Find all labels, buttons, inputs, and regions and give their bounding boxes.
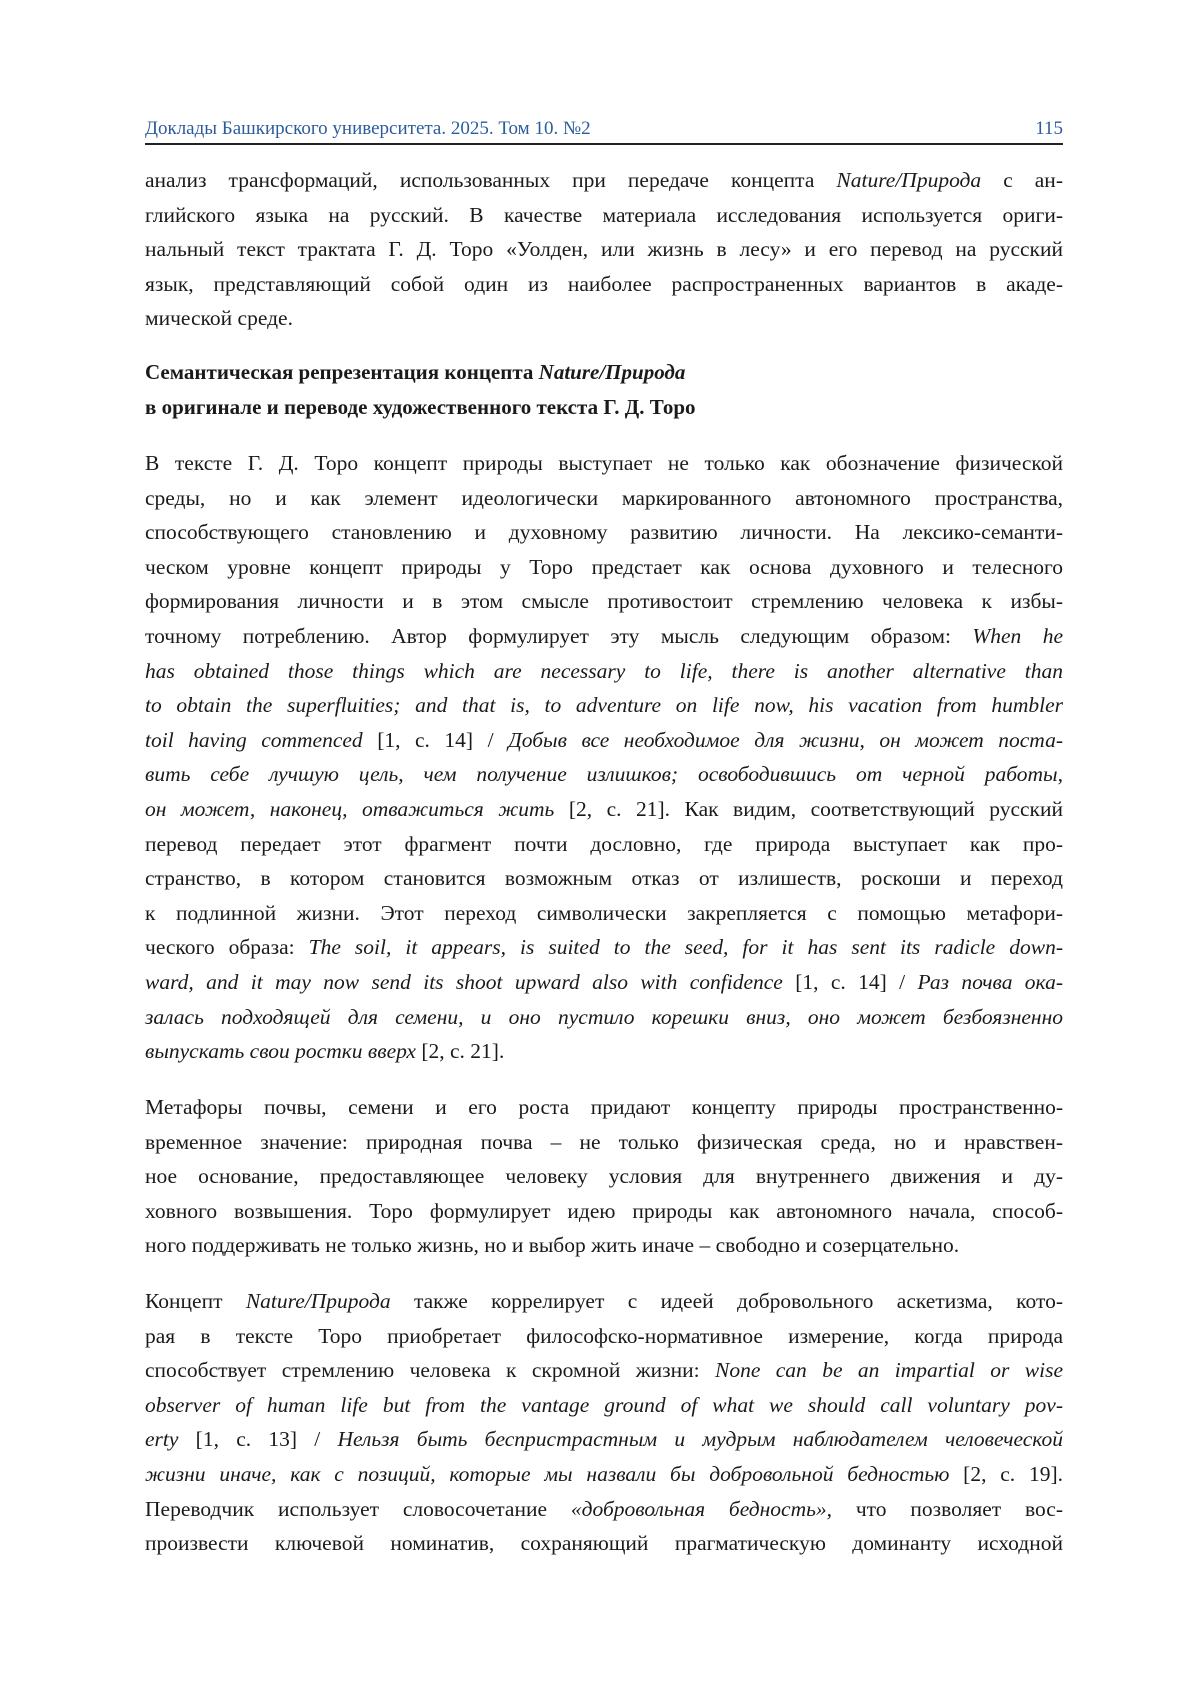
text-run: перевод передает этот фрагмент почти дословно, где природа выступает как про- <box>145 832 1063 856</box>
text-line <box>145 232 1063 267</box>
italic-text: Нельзя быть беспристрастным и мудрым наблюдателем человеческой <box>337 1427 1063 1451</box>
text-line <box>145 1228 1063 1263</box>
text-line <box>145 163 1063 198</box>
text-run: ческом уровне концепт природы у Торо предстает как основа духовного и телесного <box>145 555 1063 579</box>
running-header <box>145 116 1063 142</box>
italic-text: When he <box>972 624 1063 648</box>
text-line <box>145 619 1063 654</box>
header-rule <box>145 143 1063 145</box>
text-run: ческого образа: <box>145 935 309 959</box>
text-run: способствует стремлению человека к скромной жизни: <box>145 1358 715 1382</box>
text-line <box>145 688 1063 723</box>
italic-text: залась подходящей для семени, и оно пустило корешки вниз, оно может безбоязненно <box>145 1005 1063 1029</box>
text-line <box>145 355 1063 390</box>
page-number: 115 <box>1035 118 1063 140</box>
text-run: мической среде. <box>145 306 293 330</box>
text-run: что позволяет вос- <box>832 1497 1063 1521</box>
text-run: [1, с. 14] / <box>363 728 508 752</box>
text-run: среды, но и как элемент идеологически маркированного автономного пространства, <box>145 486 1063 510</box>
text-line <box>145 1526 1063 1561</box>
text-line <box>145 446 1063 481</box>
paragraph-nature-concept <box>145 446 1063 1069</box>
text-line <box>145 1284 1063 1319</box>
text-line <box>145 198 1063 233</box>
text-run: произвести ключевой номинатив, сохраняющий прагматическую доминанту исходной <box>145 1531 1063 1555</box>
italic-text: to obtain the superfluities; and that is, to adventure on life now, his vacation from humbler <box>145 693 1063 717</box>
text-line <box>145 965 1063 1000</box>
italic-text: The soil, it appears, is suited to the seed, for it has sent its radicle down- <box>309 935 1063 959</box>
text-line <box>145 515 1063 550</box>
text-line <box>145 1353 1063 1388</box>
italic-text: erty <box>145 1427 178 1451</box>
text-line <box>145 301 1063 336</box>
italic-text: Nature/Природа <box>539 360 686 384</box>
text-run: [2, с. 19]. <box>949 1462 1063 1486</box>
italic-text: toil having commenced <box>145 728 363 752</box>
text-run: анализ трансформаций, использованных при передаче концепта <box>145 168 836 192</box>
text-run: способствующего становлению и духовному развитию личности. На лексико-семанти- <box>145 520 1063 544</box>
italic-text: observer of human life but from the vantage ground of what we should call voluntary pov- <box>145 1393 1063 1417</box>
text-run: [2, с. 21]. Как видим, соответствующий русский <box>554 797 1063 821</box>
italic-text: Nature/Природа <box>246 1289 391 1313</box>
text-run: с ан- <box>981 168 1063 192</box>
text-run: Семантическая репрезентация концепта <box>145 360 539 384</box>
text-line <box>145 584 1063 619</box>
italic-text: «добровольная бедность», <box>571 1497 832 1521</box>
text-line <box>145 1319 1063 1354</box>
text-run: [1, с. 13] / <box>178 1427 337 1451</box>
text-line <box>145 1090 1063 1125</box>
italic-text: Добыв все необходимое для жизни, он может поста- <box>508 728 1063 752</box>
italic-text: Nature/Природа <box>836 168 981 192</box>
text-line <box>145 1194 1063 1229</box>
text-run: Переводчик использует словосочетание <box>145 1497 571 1521</box>
text-run: ховного возвышения. Торо формулирует идею природы как автономного начала, способ- <box>145 1199 1063 1223</box>
italic-text: ward, and it may now send its shoot upward also with confidence <box>145 970 783 994</box>
text-line <box>145 896 1063 931</box>
text-line <box>145 1000 1063 1035</box>
text-run: язык, представляющий собой один из наиболее распространенных вариантов в акаде- <box>145 272 1063 296</box>
paragraph-asceticism <box>145 1284 1063 1561</box>
text-line <box>145 861 1063 896</box>
italic-text: выпускать свои ростки вверх <box>145 1039 416 1063</box>
text-line <box>145 723 1063 758</box>
text-run: глийского языка на русский. В качестве материала исследования используется ориги- <box>145 203 1063 227</box>
text-run: В тексте Г. Д. Торо концепт природы выступает не только как обозначение физической <box>145 451 1063 475</box>
text-run: странство, в котором становится возможным отказ от излишеств, роскоши и переход <box>145 866 1063 890</box>
text-run: Концепт <box>145 1289 246 1313</box>
text-line <box>145 1034 1063 1069</box>
text-line <box>145 827 1063 862</box>
text-run: [1, с. 14] / <box>783 970 918 994</box>
italic-text: None can be an impartial or wise <box>715 1358 1063 1382</box>
text-line <box>145 390 1063 425</box>
text-line <box>145 654 1063 689</box>
text-run: ное основание, предоставляющее человеку условия для внутреннего движения и ду- <box>145 1164 1063 1188</box>
text-run: также коррелирует с идеей добровольного аскетизма, кото- <box>391 1289 1063 1313</box>
italic-text: Раз почва ока- <box>918 970 1064 994</box>
text-line <box>145 1457 1063 1492</box>
text-run: ного поддерживать не только жизнь, но и выбор жить иначе – свободно и созерцательно. <box>145 1233 959 1257</box>
text-run: [2, с. 21]. <box>416 1039 504 1063</box>
text-line <box>145 481 1063 516</box>
text-line <box>145 550 1063 585</box>
text-line <box>145 930 1063 965</box>
text-line <box>145 1492 1063 1527</box>
paragraph-metaphors <box>145 1090 1063 1263</box>
text-line <box>145 757 1063 792</box>
text-line <box>145 792 1063 827</box>
journal-title: Доклады Башкирского университета. 2025. Том 10. №2 <box>145 118 591 140</box>
italic-text: has obtained those things which are necessary to life, there is another alternative than <box>145 659 1063 683</box>
italic-text: жизни иначе, как с позиций, которые мы назвали бы добровольной бедностью <box>145 1462 949 1486</box>
text-run: Метафоры почвы, семени и его роста придают концепту природы пространственно- <box>145 1095 1063 1119</box>
text-run: к подлинной жизни. Этот переход символически закрепляется с помощью метафори- <box>145 901 1063 925</box>
text-run: нальный текст трактата Г. Д. Торо «Уолден, или жизнь в лесу» и его перевод на русский <box>145 237 1063 261</box>
text-line <box>145 1159 1063 1194</box>
text-line <box>145 1422 1063 1457</box>
text-run: в оригинале и переводе художественного текста Г. Д. Торо <box>145 395 696 419</box>
text-line <box>145 1125 1063 1160</box>
section-heading <box>145 355 1063 424</box>
paragraph-intro <box>145 163 1063 336</box>
text-line <box>145 1388 1063 1423</box>
italic-text: он может, наконец, отважиться жить <box>145 797 554 821</box>
text-run: временное значение: природная почва – не только физическая среда, но и нравствен- <box>145 1130 1063 1154</box>
text-run: точному потреблению. Автор формулирует эту мысль следующим образом: <box>145 624 972 648</box>
italic-text: вить себе лучшую цель, чем получение излишков; освободившись от черной работы, <box>145 762 1063 786</box>
text-run: формирования личности и в этом смысле противостоит стремлению человека к избы- <box>145 589 1063 613</box>
text-line <box>145 267 1063 302</box>
text-run: рая в тексте Торо приобретает философско-нормативное измерение, когда природа <box>145 1324 1063 1348</box>
